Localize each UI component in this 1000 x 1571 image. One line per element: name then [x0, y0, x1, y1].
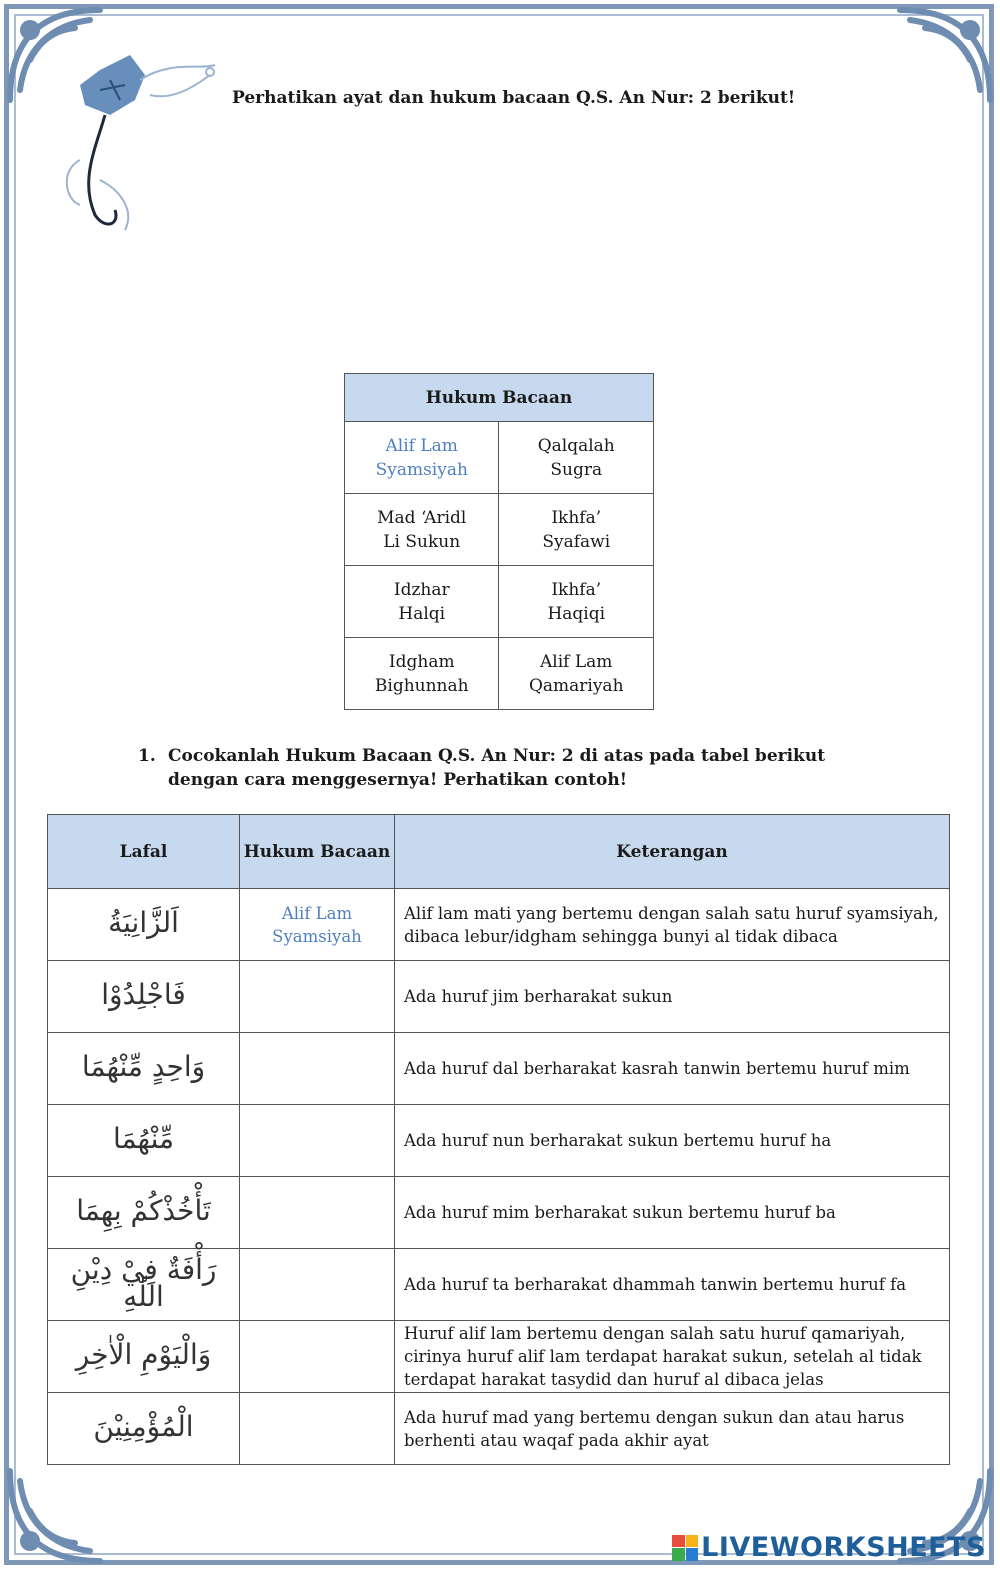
liveworksheets-logo [672, 1532, 986, 1563]
option-cell[interactable] [345, 422, 499, 494]
corner-ornament-icon [0, 1461, 110, 1571]
keterangan-text: Ada huruf mim berharakat sukun bertemu huruf ba [395, 1177, 950, 1249]
option-cell[interactable] [499, 566, 654, 638]
keterangan-text: Ada huruf nun berharakat sukun bertemu huruf ha [395, 1105, 950, 1177]
keterangan-text: Huruf alif lam bertemu dengan salah satu huruf qamariyah, cirinya huruf alif lam terdapat harakat sukun, setelah al tidak terdapat harakat tasydid dan huruf al dibaca jelas [395, 1321, 950, 1393]
keterangan-text: Ada huruf jim berharakat sukun [395, 961, 950, 1033]
lafal-arabic: رَأْفَةٌ فِيْ دِيْنِ اللّٰهِ [70, 1252, 217, 1313]
answer-drop-zone[interactable] [240, 1177, 395, 1249]
question-text: Cocokanlah Hukum Bacaan Q.S. An Nur: 2 di atas pada tabel berikut dengan cara menggesernya! Perhatikan contoh! [168, 746, 826, 790]
option-label: Alif Lam [385, 435, 458, 456]
option-label: Qalqalah [537, 435, 615, 456]
answer-drop-zone[interactable] [240, 1033, 395, 1105]
table-row [48, 1393, 950, 1465]
lafal-arabic: وَاحِدٍ مِّنْهُمَا [81, 1050, 206, 1083]
option-label: Idgham [388, 651, 455, 672]
answer-drop-zone[interactable] [240, 1249, 395, 1321]
corner-ornament-icon [890, 0, 1000, 110]
option-label: Ikhfa’ [551, 507, 602, 528]
page-title: Perhatikan ayat dan hukum bacaan Q.S. An Nur: 2 berikut! [232, 88, 796, 108]
lafal-arabic: اَلزَّانِيَةُ [108, 906, 179, 939]
option-label: Ikhfa’ [551, 579, 602, 600]
lafal-arabic: مِّنْهُمَا [112, 1122, 175, 1155]
lafal-arabic: وَالْيَوْمِ الْاٰخِرِ [75, 1338, 212, 1371]
table-row [48, 889, 950, 961]
answer-drop-zone[interactable]: Alif Lam Syamsiyah [240, 889, 395, 961]
option-label: Mad ‘Aridl [377, 507, 467, 528]
option-label: Haqiqi [547, 603, 606, 624]
table-row [48, 1033, 950, 1105]
option-label: Bighunnah [374, 675, 469, 696]
table-row [48, 1321, 950, 1393]
logo-text: LIVEWORKSHEETS [701, 1532, 986, 1563]
answer-drop-zone[interactable] [240, 1393, 395, 1465]
keterangan-text: Ada huruf mad yang bertemu dengan sukun dan atau harus berhenti atau waqaf pada akhir ayat [395, 1393, 950, 1465]
answer-drop-zone[interactable] [240, 1321, 395, 1393]
header-lafal: Lafal [48, 815, 240, 889]
table-row [48, 1177, 950, 1249]
matching-table [47, 814, 950, 1465]
option-cell[interactable] [499, 422, 654, 494]
table-row [48, 1105, 950, 1177]
keterangan-text: Ada huruf ta berharakat dhammah tanwin bertemu huruf fa [395, 1249, 950, 1321]
question-instruction [138, 744, 828, 792]
option-label: Idzhar [393, 579, 450, 600]
leaf-vine-ornament-icon [40, 40, 240, 240]
hukum-bacaan-options-table [344, 373, 654, 710]
question-number: 1. [138, 746, 156, 766]
table-row [48, 1249, 950, 1321]
option-label: Syamsiyah [375, 459, 468, 480]
keterangan-text: Ada huruf dal berharakat kasrah tanwin bertemu huruf mim [395, 1033, 950, 1105]
options-table-header: Hukum Bacaan [345, 374, 654, 422]
header-hukum-bacaan: Hukum Bacaan [240, 815, 395, 889]
lafal-arabic: فَاجْلِدُوْا [101, 978, 186, 1011]
option-label: Halqi [398, 603, 446, 624]
option-label: Sugra [550, 459, 603, 480]
answer-drop-zone[interactable] [240, 1105, 395, 1177]
keterangan-text: Alif lam mati yang bertemu dengan salah satu huruf syamsiyah, dibaca lebur/idgham sehingga bunyi al tidak dibaca [395, 889, 950, 961]
header-keterangan: Keterangan [395, 815, 950, 889]
table-row [48, 961, 950, 1033]
option-cell[interactable] [345, 638, 499, 710]
option-label: Qamariyah [528, 675, 624, 696]
option-label: Syafawi [542, 531, 611, 552]
option-cell[interactable] [499, 638, 654, 710]
lafal-arabic: الْمُؤْمِنِيْنَ [93, 1410, 194, 1443]
option-label: Alif Lam [540, 651, 613, 672]
liveworksheets-logo-icon [672, 1535, 698, 1561]
lafal-arabic: تَأْخُذْكُمْ بِهِمَا [76, 1194, 211, 1227]
option-label: Li Sukun [383, 531, 461, 552]
answer-drop-zone[interactable] [240, 961, 395, 1033]
option-cell[interactable] [345, 566, 499, 638]
option-cell[interactable] [345, 494, 499, 566]
option-cell[interactable] [499, 494, 654, 566]
